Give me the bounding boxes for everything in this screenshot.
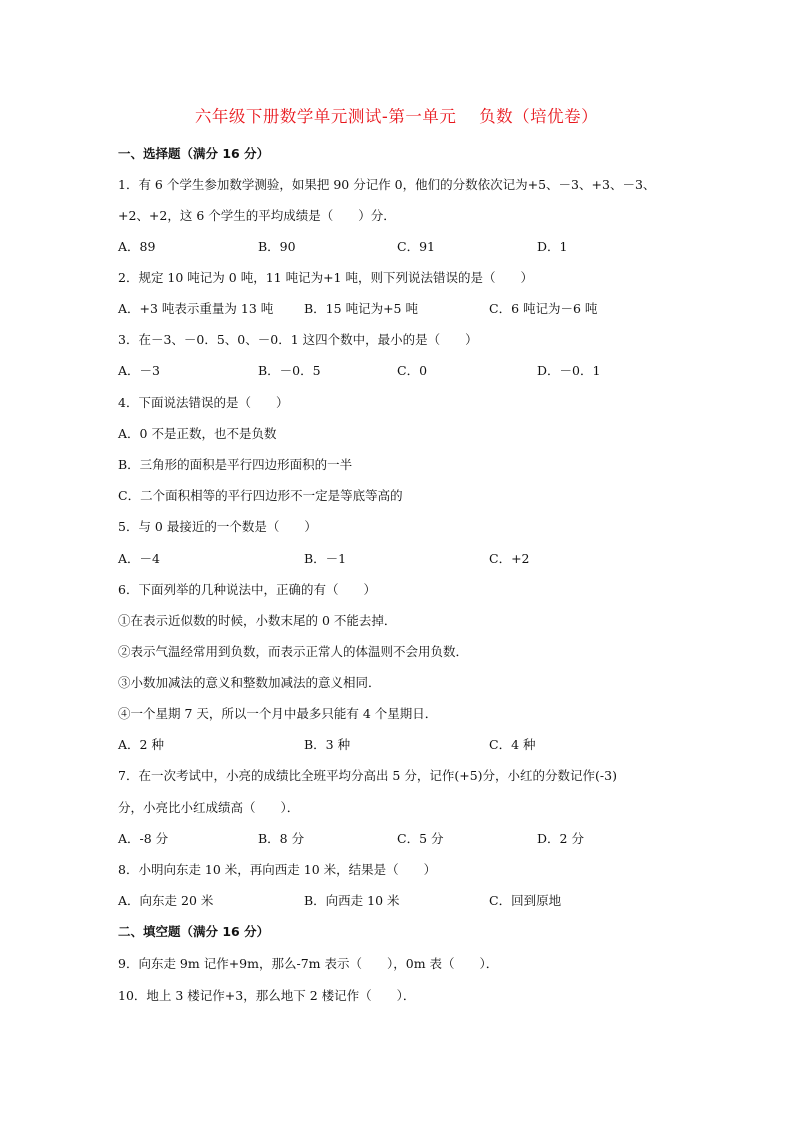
q2-option-c: C．6 吨记为－6 吨 (489, 301, 598, 316)
question-8-text: 8．小明向东走 10 米，再向西走 10 米，结果是（ ） (118, 862, 437, 877)
question-1-text-cont: +2、+2，这 6 个学生的平均成绩是（ ）分． (118, 208, 396, 223)
q1-option-d: D．1 (537, 239, 568, 254)
q3-option-d: D．－0．1 (537, 363, 601, 378)
q2-option-a: A．+3 吨表示重量为 13 吨 (118, 301, 274, 316)
q5-option-c: C．+2 (489, 551, 530, 566)
q3-option-b: B．－0．5 (258, 363, 321, 378)
section-heading-choice: 一、选择题（满分 16 分） (118, 146, 270, 161)
q3-option-c: C．0 (397, 363, 428, 378)
q6-statement-3: ③小数加减法的意义和整数加减法的意义相同． (118, 675, 381, 690)
question-5-text: 5．与 0 最接近的一个数是（ ） (118, 519, 317, 534)
q6-option-c: C．4 种 (489, 737, 536, 752)
q3-option-a: A．－3 (118, 363, 160, 378)
q5-option-a: A．－4 (118, 551, 160, 566)
q6-statement-4: ④一个星期 7 天，所以一个月中最多只能有 4 个星期日． (118, 706, 438, 721)
question-7-text: 7．在一次考试中，小亮的成绩比全班平均分高出 5 分，记作(+5)分，小红的分数记作(-3) (118, 768, 617, 783)
question-7-text-cont: 分，小亮比小红成绩高（ ）． (118, 800, 300, 815)
q6-statement-2: ②表示气温经常用到负数，而表示正常人的体温则不会用负数． (118, 644, 469, 659)
q6-option-b: B．3 种 (304, 737, 351, 752)
question-6-text: 6．下面列举的几种说法中，正确的有（ ） (118, 582, 376, 597)
q1-option-a: A．89 (118, 239, 156, 254)
question-4-text: 4．下面说法错误的是（ ） (118, 395, 289, 410)
question-3-text: 3．在－3、－0．5、0、－0．1 这四个数中，最小的是（ ） (118, 332, 478, 347)
document-title: 六年级下册数学单元测试-第一单元 负数（培优卷） (194, 107, 599, 126)
q6-statement-1: ①在表示近似数的时候，小数末尾的 0 不能去掉． (118, 613, 397, 628)
question-9-text: 9．向东走 9m 记作+9m，那么-7m 表示（ ），0m 表（ ）． (118, 956, 499, 971)
q7-option-c: C．5 分 (397, 831, 444, 846)
section-heading-fill: 二、填空题（满分 16 分） (118, 924, 270, 939)
q4-option-b: B．三角形的面积是平行四边形面积的一半 (118, 457, 353, 472)
q4-option-c: C．二个面积相等的平行四边形不一定是等底等高的 (118, 488, 403, 503)
q8-option-c: C．回到原地 (489, 893, 562, 908)
q1-option-c: C．91 (397, 239, 435, 254)
q5-option-b: B．－1 (304, 551, 347, 566)
q7-option-b: B．8 分 (258, 831, 305, 846)
q6-option-a: A．2 种 (118, 737, 164, 752)
q1-option-b: B．90 (258, 239, 296, 254)
q7-option-a: A．-8 分 (118, 831, 169, 846)
q8-option-b: B．向西走 10 米 (304, 893, 400, 908)
question-2-text: 2．规定 10 吨记为 0 吨，11 吨记为+1 吨，则下列说法错误的是（ ） (118, 270, 533, 285)
question-1-text: 1．有 6 个学生参加数学测验，如果把 90 分记作 0，他们的分数依次记为+5、－3、+3、－3、 (118, 177, 656, 192)
q8-option-a: A．向东走 20 米 (118, 893, 214, 908)
q7-option-d: D．2 分 (537, 831, 584, 846)
q2-option-b: B．15 吨记为+5 吨 (304, 301, 418, 316)
question-10-text: 10．地上 3 楼记作+3，那么地下 2 楼记作（ ）． (118, 988, 416, 1003)
q4-option-a: A．0 不是正数，也不是负数 (118, 426, 277, 441)
